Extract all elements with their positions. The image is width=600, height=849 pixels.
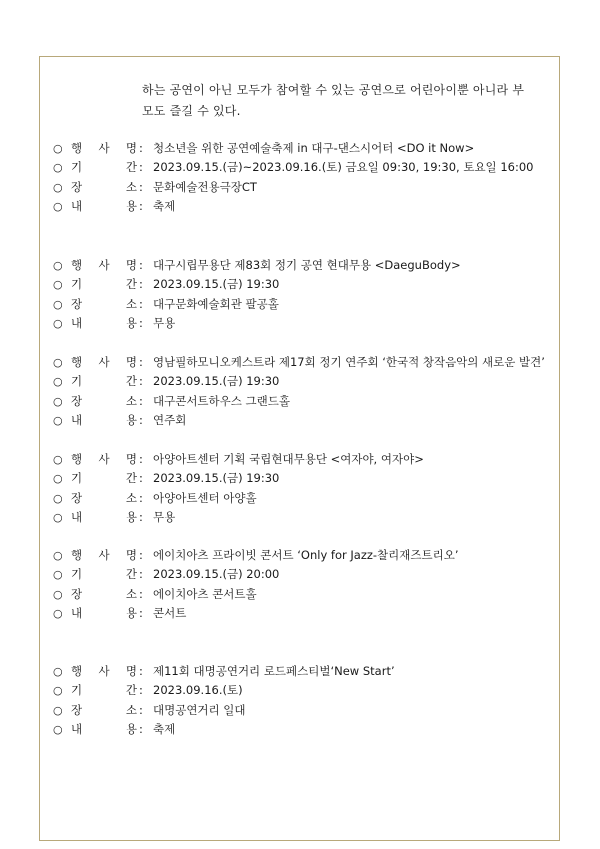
event-period-label: 기 간 [71,683,137,698]
event-period-label: 기 간 [71,277,137,292]
circle-bullet-icon: ○ [53,510,63,524]
event-content-label: 내 용 [71,721,137,736]
event-place-row [53,585,553,604]
event-period-row [53,372,553,391]
event-name-value: 영남필하모니오케스트라 제17회 정기 연주회 ‘한국적 창작음악의 새로운 발견’ [153,355,545,369]
event-period-row [53,158,553,177]
event-name-value: 에이치아츠 프라이빗 콘서트 ‘Only for Jazz-찰리재즈트리오’ [153,548,459,562]
event-place-row [53,178,553,197]
event-name-value: 제11회 대명공연거리 로드페스티벌‘New Start’ [153,664,395,678]
event-content-row [53,508,553,527]
event-period-row [53,469,553,488]
event-name-value: 아양아트센터 기획 국립현대무용단 <여자야, 여자야> [153,452,424,466]
colon: : [139,664,143,678]
event-period-row [53,681,553,700]
circle-bullet-icon: ○ [53,413,63,427]
event-place-value: 에이치아츠 콘서트홀 [153,586,257,601]
event-content-value: 축제 [153,198,176,213]
circle-bullet-icon: ○ [53,356,63,369]
event-content-row [53,197,553,216]
colon: : [139,567,143,582]
event-place-label: 장 소 [71,179,137,194]
event-block [53,256,553,333]
circle-bullet-icon: ○ [53,180,63,194]
event-name-label: 행 사 명 [71,258,137,272]
colon: : [139,374,143,389]
event-place-value: 아양아트센터 아양홀 [153,490,257,505]
event-name-label: 행 사 명 [71,355,137,369]
event-name-label: 행 사 명 [71,548,137,562]
circle-bullet-icon: ○ [53,316,63,330]
circle-bullet-icon: ○ [53,161,63,175]
colon: : [139,548,143,562]
event-period-value: 2023.09.16.(토) [153,683,243,698]
event-period-value: 2023.09.15.(금) 19:30 [153,277,280,292]
event-content-value: 콘서트 [153,605,187,620]
event-place-row [53,295,553,314]
event-content-label: 내 용 [71,509,137,524]
circle-bullet-icon: ○ [53,568,63,582]
circle-bullet-icon: ○ [53,278,63,292]
colon: : [139,509,143,524]
circle-bullet-icon: ○ [53,142,63,155]
intro-line: 하는 공연이 아닌 모두가 참여할 수 있는 공연으로 어린아이뿐 아니라 부 [142,83,525,97]
colon: : [139,315,143,330]
event-place-row [53,489,553,508]
colon: : [139,586,143,601]
event-block [53,450,553,527]
circle-bullet-icon: ○ [53,684,63,698]
event-place-value: 대명공연거리 일대 [153,702,246,717]
event-content-value: 축제 [153,721,176,736]
event-block [53,546,553,623]
circle-bullet-icon: ○ [53,491,63,505]
colon: : [139,471,143,486]
colon: : [139,160,143,175]
event-name-label: 행 사 명 [71,141,137,155]
circle-bullet-icon: ○ [53,453,63,466]
colon: : [139,277,143,292]
colon: : [139,198,143,213]
event-place-value: 대구문화예술회관 팔공홀 [153,296,279,311]
event-block [53,353,553,430]
event-period-label: 기 간 [71,160,137,175]
event-content-row [53,720,553,739]
colon: : [139,141,143,155]
circle-bullet-icon: ○ [53,549,63,562]
circle-bullet-icon: ○ [53,665,63,678]
colon: : [139,490,143,505]
colon: : [139,721,143,736]
circle-bullet-icon: ○ [53,259,63,272]
event-place-row [53,392,553,411]
event-place-label: 장 소 [71,586,137,601]
circle-bullet-icon: ○ [53,722,63,736]
event-name-label: 행 사 명 [71,452,137,466]
event-content-label: 내 용 [71,315,137,330]
event-period-row [53,275,553,294]
colon: : [139,702,143,717]
event-place-label: 장 소 [71,490,137,505]
colon: : [139,393,143,408]
circle-bullet-icon: ○ [53,606,63,620]
event-period-label: 기 간 [71,567,137,582]
event-name-label: 행 사 명 [71,664,137,678]
circle-bullet-icon: ○ [53,587,63,601]
event-content-row [53,411,553,430]
event-content-row [53,604,553,623]
colon: : [139,355,143,369]
colon: : [139,683,143,698]
event-block [53,662,553,739]
event-content-value: 무용 [153,315,176,330]
event-content-label: 내 용 [71,198,137,213]
event-place-row [53,701,553,720]
event-name-value: 청소년을 위한 공연예술축제 in 대구-댄스시어터 <DO it Now> [153,141,475,155]
event-name-row [53,256,553,275]
event-period-value: 2023.09.15.(금) 20:00 [153,567,280,582]
event-name-row [53,450,553,469]
event-period-value: 2023.09.15.(금) 19:30 [153,471,280,486]
event-block [53,139,553,216]
event-period-value: 2023.09.15.(금)~2023.09.16.(토) 금요일 09:30, 19:30, 토요일 16:00 [153,160,534,175]
colon: : [139,605,143,620]
colon: : [139,258,143,272]
event-place-label: 장 소 [71,296,137,311]
event-period-row [53,565,553,584]
event-content-label: 내 용 [71,412,137,427]
circle-bullet-icon: ○ [53,297,63,311]
event-content-value: 무용 [153,509,176,524]
colon: : [139,452,143,466]
event-name-row [53,139,553,158]
event-content-label: 내 용 [71,605,137,620]
circle-bullet-icon: ○ [53,375,63,389]
circle-bullet-icon: ○ [53,472,63,486]
event-content-value: 연주회 [153,412,187,427]
event-period-label: 기 간 [71,374,137,389]
event-place-value: 대구콘서트하우스 그랜드홀 [153,393,290,408]
colon: : [139,296,143,311]
event-period-label: 기 간 [71,471,137,486]
event-content-row [53,314,553,333]
event-name-row [53,353,553,372]
colon: : [139,412,143,427]
circle-bullet-icon: ○ [53,394,63,408]
event-place-label: 장 소 [71,702,137,717]
event-place-value: 문화예술전용극장CT [153,179,257,194]
colon: : [139,179,143,194]
event-name-row [53,546,553,565]
event-name-value: 대구시립무용단 제83회 정기 공연 현대무용 <DaeguBody> [153,258,461,272]
event-period-value: 2023.09.15.(금) 19:30 [153,374,280,389]
event-name-row [53,662,553,681]
circle-bullet-icon: ○ [53,703,63,717]
intro-line: 모도 즐길 수 있다. [142,104,241,118]
intro-paragraph [142,80,542,122]
event-place-label: 장 소 [71,393,137,408]
circle-bullet-icon: ○ [53,199,63,213]
